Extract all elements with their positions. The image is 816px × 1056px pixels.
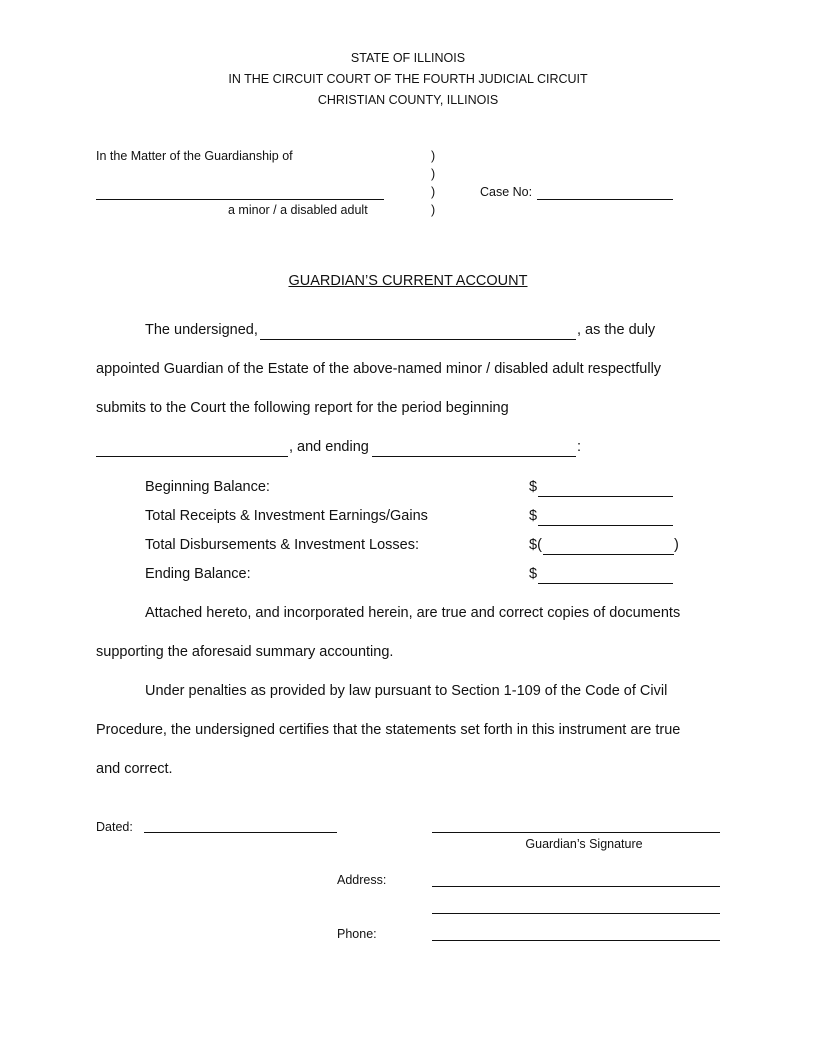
total-disbursements-label: Total Disbursements & Investment Losses: xyxy=(145,537,420,553)
dated-label: Dated: xyxy=(96,820,133,834)
signature-label: Guardian’s Signature xyxy=(525,837,643,851)
court-circuit: IN THE CIRCUIT COURT OF THE FOURTH JUDICIAL CIRCUIT xyxy=(228,72,588,86)
beginning-balance-prefix: $ xyxy=(529,479,538,495)
address-line-2[interactable] xyxy=(432,913,720,914)
dated-field[interactable] xyxy=(144,832,337,833)
period-end-field[interactable] xyxy=(372,439,576,457)
body-p1-line2: appointed Guardian of the Estate of the above-named minor / disabled adult respectfully xyxy=(96,361,662,377)
body-p1-mid: , and ending xyxy=(289,439,369,455)
address-line-1[interactable] xyxy=(432,886,720,887)
caption-paren: ) xyxy=(431,149,436,163)
attach-line1: Attached hereto, and incorporated herein, are true and correct copies of documents xyxy=(145,605,681,621)
certify-line3: and correct. xyxy=(96,761,173,777)
case-no-field[interactable] xyxy=(537,184,673,200)
ending-balance-label: Ending Balance: xyxy=(145,566,251,582)
body-p1-start: The undersigned, xyxy=(145,322,258,338)
ending-balance-field[interactable] xyxy=(538,566,673,584)
case-no-label: Case No: xyxy=(480,185,533,199)
caption-paren: ) xyxy=(431,203,436,217)
court-state: STATE OF ILLINOIS xyxy=(350,51,466,65)
attach-line2: supporting the aforesaid summary accounting. xyxy=(96,644,394,660)
address-label: Address: xyxy=(337,873,387,887)
body-p1-line3: submits to the Court the following report for the period beginning xyxy=(96,400,509,416)
body-p1-colon: : xyxy=(577,439,582,455)
beginning-balance-field[interactable] xyxy=(538,479,673,497)
matter-label: In the Matter of the Guardianship of xyxy=(96,149,293,163)
ward-name-field[interactable] xyxy=(96,184,384,200)
caption-paren: ) xyxy=(431,167,436,181)
beginning-balance-label: Beginning Balance: xyxy=(145,479,270,495)
phone-label: Phone: xyxy=(337,927,377,941)
signature-line[interactable] xyxy=(432,832,720,833)
ending-balance-prefix: $ xyxy=(529,566,538,582)
guardian-name-field[interactable] xyxy=(260,322,576,340)
phone-line[interactable] xyxy=(432,940,720,941)
period-begin-field[interactable] xyxy=(96,439,288,457)
total-disbursements-field[interactable] xyxy=(543,537,674,555)
caption-paren: ) xyxy=(431,185,436,199)
court-county: CHRISTIAN COUNTY, ILLINOIS xyxy=(317,93,499,107)
total-receipts-label: Total Receipts & Investment Earnings/Gains xyxy=(145,508,428,524)
total-disbursements-prefix: $( xyxy=(529,537,542,553)
document-title: GUARDIAN’S CURRENT ACCOUNT xyxy=(288,273,528,289)
certify-line1: Under penalties as provided by law pursuant to Section 1-109 of the Code of Civil xyxy=(145,683,668,699)
total-receipts-prefix: $ xyxy=(529,508,538,524)
body-p1-end: , as the duly xyxy=(577,322,656,338)
total-disbursements-suffix: ) xyxy=(674,537,679,553)
ward-type-label: a minor / a disabled adult xyxy=(228,203,368,217)
total-receipts-field[interactable] xyxy=(538,508,673,526)
certify-line2: Procedure, the undersigned certifies that the statements set forth in this instrument are true xyxy=(96,722,681,738)
